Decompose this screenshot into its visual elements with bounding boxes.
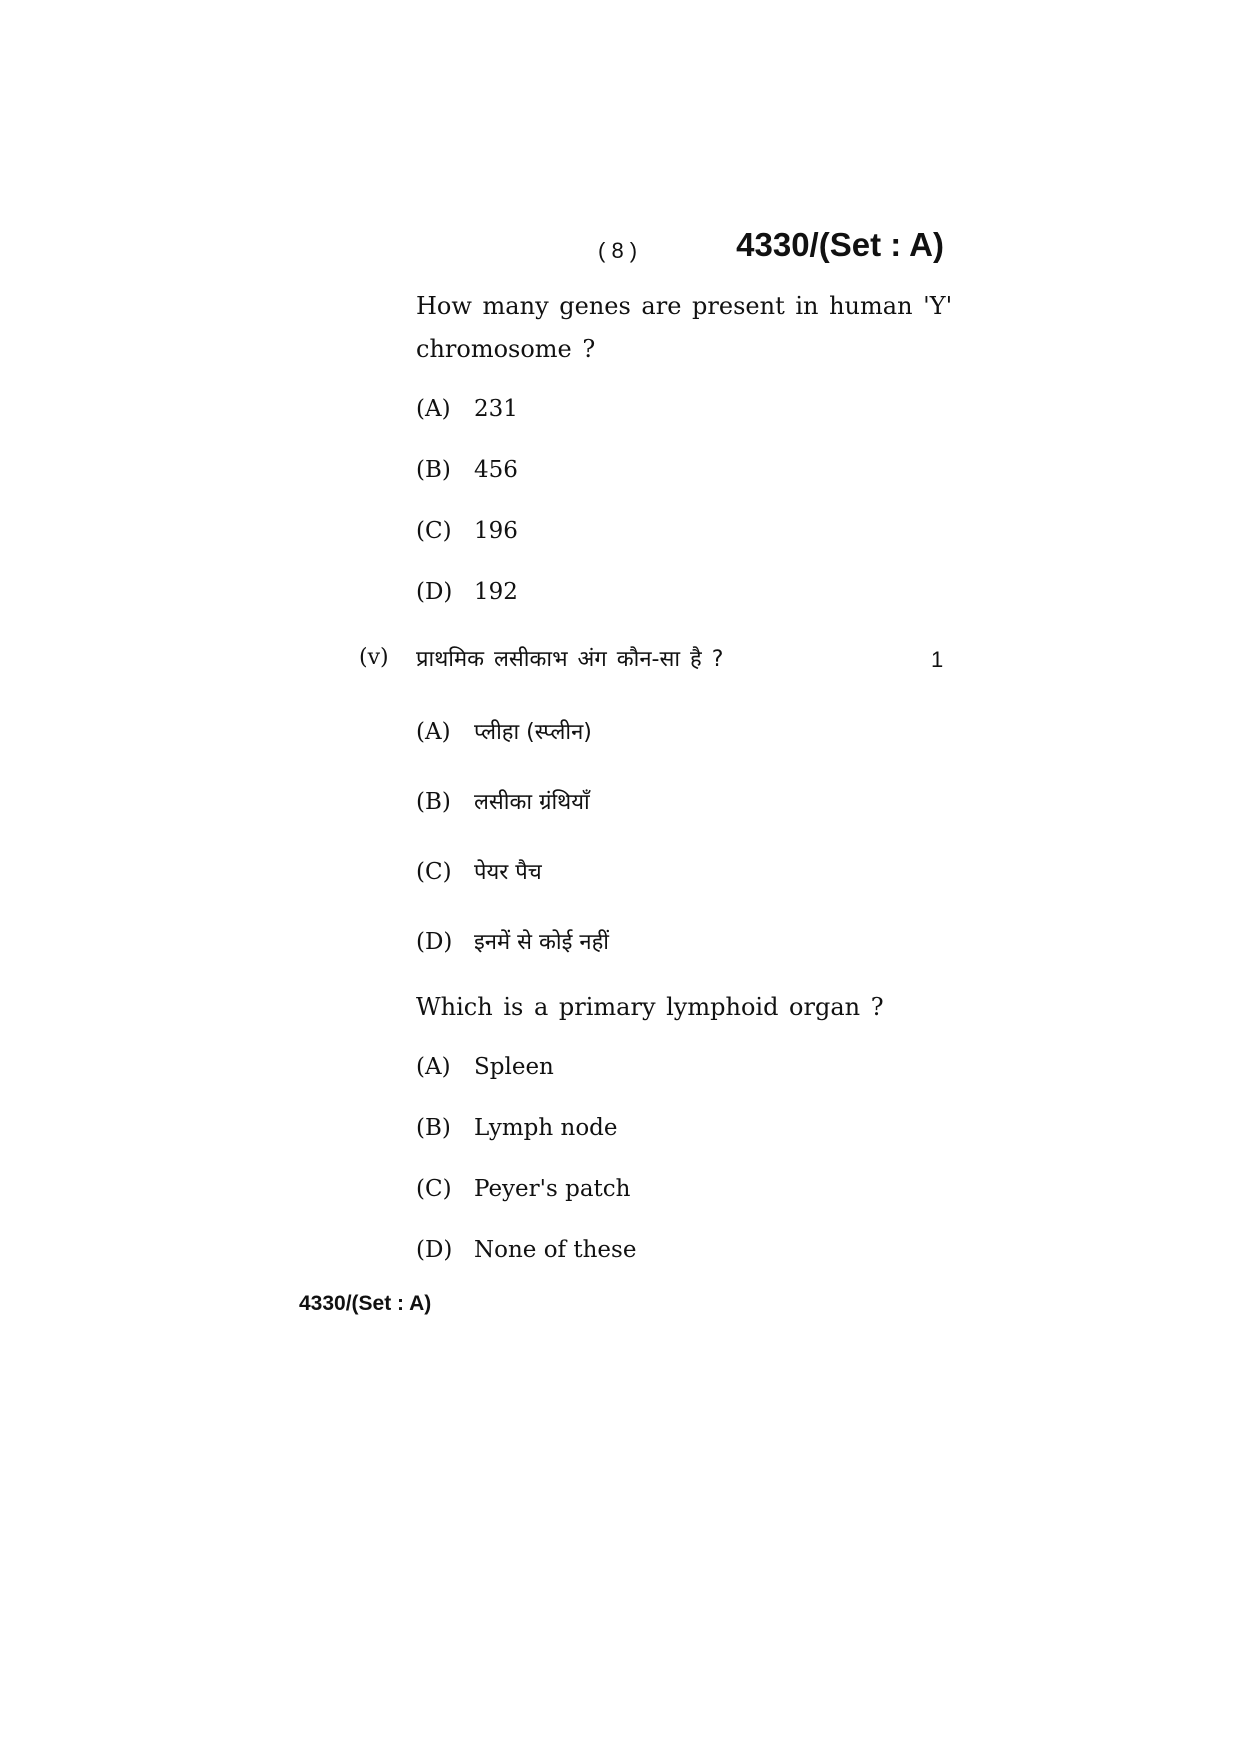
question-iv-text-line2: chromosome ? (416, 335, 596, 363)
option-label: (A) (416, 719, 451, 745)
option-label: (C) (416, 859, 452, 885)
page-number: ( 8 ) (598, 238, 638, 263)
question-iv-option-d (416, 579, 518, 605)
paper-code-footer: 4330/(Set : A) (299, 1292, 432, 1315)
question-v-marks: 1 (931, 647, 944, 672)
option-label: (B) (416, 457, 451, 483)
option-text: पेयर पैच (474, 860, 542, 885)
question-iv-option-b (416, 457, 518, 483)
question-v-hindi-option-a (416, 716, 592, 746)
paper-code-header: 4330/(Set : A) (736, 226, 944, 263)
option-label: (A) (416, 1054, 451, 1080)
option-text: Lymph node (474, 1115, 618, 1141)
question-v-english-option-a (416, 1054, 554, 1080)
option-text: प्लीहा (स्प्लीन) (474, 720, 592, 745)
question-iv-option-a (416, 396, 518, 422)
option-text: 456 (474, 457, 518, 483)
option-label: (C) (416, 518, 452, 544)
option-label: (B) (416, 1115, 451, 1141)
option-text: इनमें से कोई नहीं (474, 930, 610, 955)
question-v-english-text: Which is a primary lymphoid organ ? (416, 993, 884, 1021)
option-text: 231 (474, 396, 518, 422)
question-v-english-option-b (416, 1115, 618, 1141)
option-text: Spleen (474, 1054, 554, 1080)
question-iv-text-line1: How many genes are present in human 'Y' (416, 292, 953, 320)
question-v-hindi-option-d (416, 926, 609, 956)
option-label: (C) (416, 1176, 452, 1202)
question-v-hindi-option-c (416, 856, 542, 886)
question-v-hindi-option-b (416, 786, 590, 816)
option-label: (D) (416, 929, 453, 955)
option-text: 196 (474, 518, 518, 544)
option-text: लसीका ग्रंथियाँ (474, 790, 590, 815)
option-text: Peyer's patch (474, 1176, 631, 1202)
option-label: (D) (416, 579, 453, 605)
question-v-english-option-c (416, 1176, 630, 1202)
option-label: (D) (416, 1237, 453, 1263)
option-label: (A) (416, 396, 451, 422)
question-v-number: (v) (359, 645, 389, 670)
option-text: 192 (474, 579, 518, 605)
question-v-hindi-text: प्राथमिक लसीकाभ अंग कौन-सा है ? (416, 647, 724, 672)
option-text: None of these (474, 1237, 637, 1263)
option-label: (B) (416, 789, 451, 815)
question-v-english-option-d (416, 1237, 636, 1263)
question-iv-option-c (416, 518, 518, 544)
